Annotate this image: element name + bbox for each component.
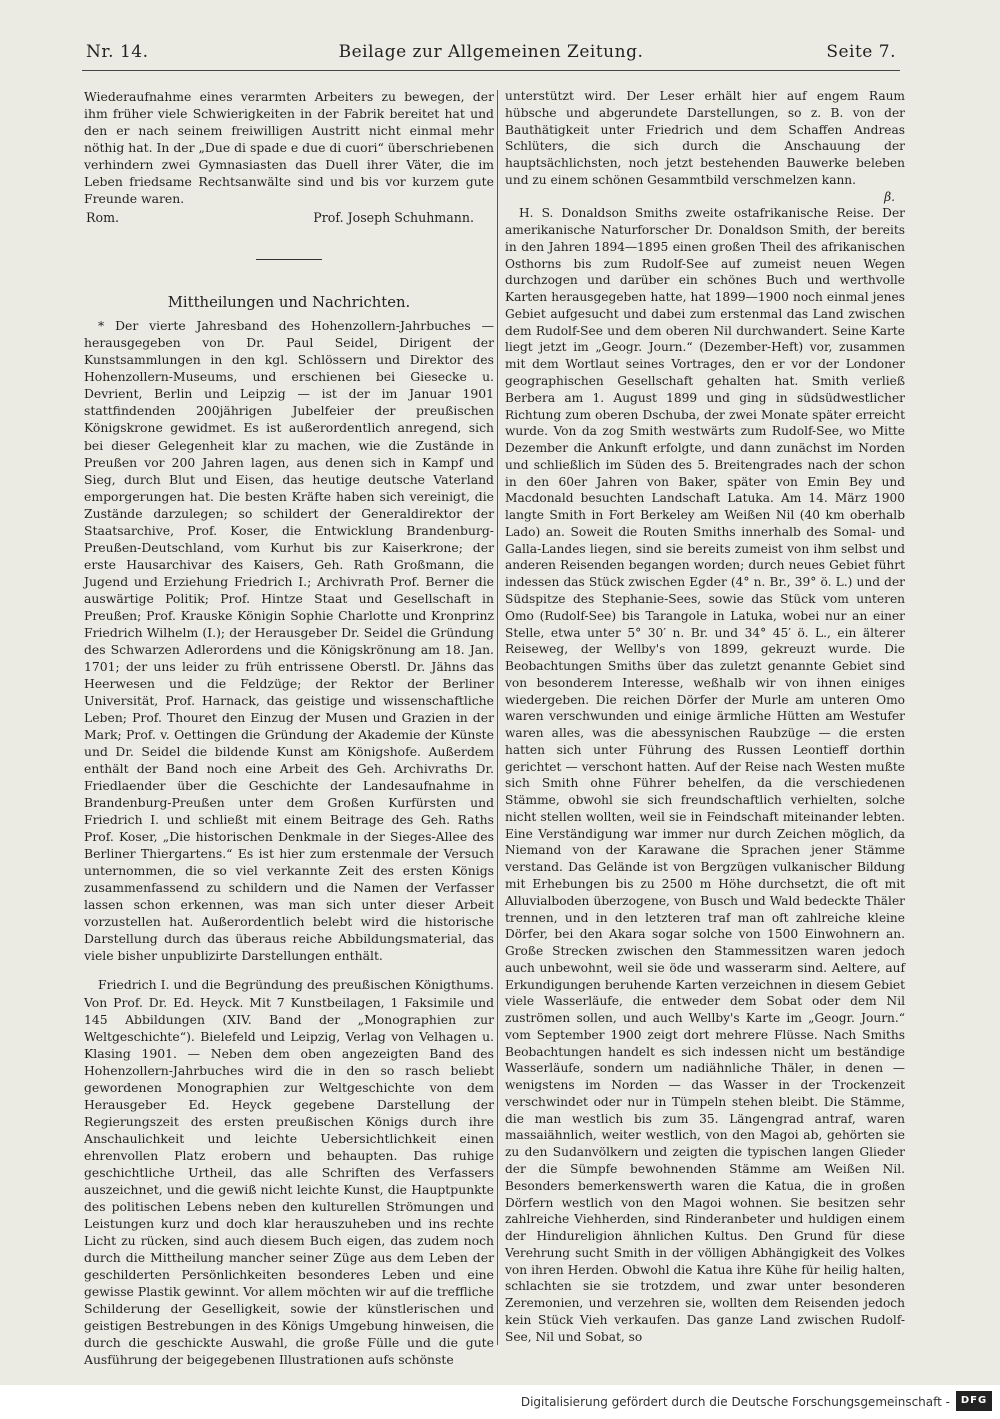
right-column [505, 88, 905, 1345]
article-donaldson-smith: H. S. Donaldson Smiths zweite ostafrikanische Reise. Der amerikanische Naturforscher Dr. Donaldson Smith, der bereits in den Jahren 1894—1895 einen großen Theil des afrikanischen Osthorns bis zum Rudolf-See auf zumeist neuen Wegen durchzogen und darüber ein schönes Buch und werthvolle Karten herausgegeben hatte, hat 1899—1900 noch einmal jenes Gebiet aufgesucht und dabei zum erstenmal das Land zwischen dem Rudolf-See und dem oberen Nil durchwandert. Seine Karte liegt jetzt im „Geogr. Journ.“ (Dezember-Heft) vor, zusammen mit dem Wortlaut seines Vortrages, den er vor der Londoner geographischen Gesellschaft gehalten hat. Smith verließ Berbera am 1. August 1899 und ging in südsüdwestlicher Richtung zum oberen Dschuba, der zwei Monate später erreicht wurde. Von da zog Smith westwärts zum Rudolf-See, wo Mitte Dezember die Ankunft erfolgte, und dann zunächst im Norden und schließlich im Süden des 5. Breitengrades nach der schon in den 60er Jahren von Baker, später von Emin Bey und Macdonald besuchten Landschaft Latuka. Am 14. März 1900 langte Smith in Fort Berkeley am Weißen Nil (40 km oberhalb Lado) an. Soweit die Routen Smiths innerhalb des Somal- und Galla-Landes liegen, sind sie bereits zumeist von ihm selbst und anderen Reisenden begangen worden; durch neues Gebiet führt indessen das Stück zwischen Egder (4° n. Br., 39° ö. L.) und der Südspitze des Stephanie-Sees, sowie das Stück vom unteren Omo (Rudolf-See) bis Tarangole in Latuka, wobei nur an einer Stelle, etwa unter 5° 30′ n. Br. und 34° 45′ ö. L., ein älterer Reiseweg, der Wellby's von 1899, gekreuzt wurde. Die Beobachtungen Smiths über das zuletzt genannte Gebiet sind von besonderem Interesse, weßhalb wir von ihnen einiges wiedergeben. Die reichen Dörfer der Murle am unteren Omo waren verschwunden und einige ärmliche Hütten am Westufer waren alles, was die abessynischen Raubzüge — die ersten hatten sich unter Führung des Russen Leontieff dorthin gerichtet — verschont hatten. Auf der Reise nach Westen mußte sich Smith ohne Führer behelfen, da die verschiedenen Stämme, obwohl sie sich freundschaftlich verhielten, solche nicht stellen wollten, weil sie in Feindschaft miteinander lebten. Eine Verständigung war immer nur durch Zeichen möglich, da Niemand von der Karawane die Sprachen jener Stämme verstand. Das Gelände ist von Bergzügen vulkanischer Bildung mit Erhebungen bis zu 2500 m Höhe durchsetzt, die oft mit Alluvialboden überzogene, von Busch und Wald bedeckte Thäler trennen, und in den letzteren traf man oft zahlreiche kleine Dörfer, bei den Akara sogar solche von 1500 Einwohnern an. Große Strecken zwischen den Stammessitzen waren jedoch auch unbewohnt, weil sie öde und wasserarm sind. Aeltere, auf Erkundigungen beruhende Karten verzeichnen in diesem Gebiet viele Wasserläufe, die entweder dem Sobat oder dem Nil zuströmen sollen, und auch Wellby's Karte im „Geogr. Journ.“ vom September 1900 zeigt dort mehrere Flüsse. Nach Smiths Beobachtungen handelt es sich indessen nicht um beständige Wasserläufe, sondern um nadiähnliche Thäler, in denen — wenigstens im Norden — das Wasser in der Trockenzeit verschwindet oder nur in Tümpeln stehen bleibt. Die Stämme, die man westlich bis zum 35. Längengrad antraf, waren massaiähnlich, weiter westlich, von den Magoi ab, gehörten sie zu den Sudanvölkern und zeigten die typischen langen Glieder der die Sümpfe bewohnenden Stämme am Weißen Nil. Besonders bemerkenswerth waren die Katua, die in großen Dörfern westlich von den Magoi wohnen. Sie besitzen sehr zahlreiche Viehherden, sind Rinderanbeter und huldigen einem der Hindureligion ähnlichen Kultus. Den Grund für diese Verehrung sucht Smith in der völligen Abhängigkeit des Volkes von ihren Herden. Obwohl die Katua ihre Kühe für heilig halten, schlachten sie sie trotzdem, und zwar unter besonderen Zeremonien, und verzehren sie, wollten dem Reisenden jedoch kein Stück Vieh verkaufen. Das ganze Land zwischen Rudolf-See, Nil und Sobat, so [505, 206, 905, 1344]
page-header [82, 40, 900, 70]
digitization-footer [0, 1385, 1000, 1419]
page-number: Seite 7. [826, 42, 896, 62]
dfg-logo-icon: DFG [956, 1391, 992, 1411]
issue-number: Nr. 14. [86, 42, 149, 62]
signature-author: Prof. Joseph Schuhmann. [313, 210, 474, 226]
signature-line [84, 209, 494, 226]
left-column [84, 88, 494, 1368]
signature-place: Rom. [86, 210, 120, 226]
article-friedrich-review: Friedrich I. und die Begründung des preußischen Königthums. Von Prof. Dr. Ed. Heyck. Mit 7 Kunstbeilagen, 1 Faksimile und 145 Abbildungen (XIV. Band der „Monographien zur Weltgeschichte“). Bielefeld und Leipzig, Verlag von Velhagen u. Klasing 1901. — Neben dem oben angezeigten Band des Hohenzollern-Jahrbuches wird die in den so rasch beliebt gewordenen Monographien zur Weltgeschichte von dem Herausgeber Ed. Heyck gegebene Darstellung der Regierungszeit des ersten preußischen Königs durch ihre Anschaulichkeit und leichte Uebersichtlichkeit einen ehrenvollen Platz erobern und behaupten. Das ruhige geschichtliche Urtheil, das alle Schriften des Verfassers auszeichnet, und die gewiß nicht leichte Kunst, die Hauptpunkte des politischen Lebens neben den kulturellen Strömungen und Leistungen kurz und doch klar herauszuheben und ins rechte Licht zu rücken, sind auch diesem Buch eigen, das zudem noch durch die Mittheilung mancher seiner Züge aus dem Leben der geschilderten Persönlichkeiten besonderes Leben und eine gewisse Plastik gewinnt. Vor allem möchten wir auf die treffliche Schilderung der Geselligkeit, sowie der künstlerischen und geistigen Bestrebungen in des Königs Umgebung hinweisen, die durch die geschickte Auswahl, die große Fülle und die gute Ausführung der beigegebenen Illustrationen aufs schönste [84, 977, 494, 1368]
section-separator [256, 259, 322, 260]
funding-credit: Digitalisierung gefördert durch die Deutsche Forschungsgemeinschaft - [520, 1395, 950, 1409]
article-hohenzollern-jahrbuch: * Der vierte Jahresband des Hohenzollern-Jahrbuches — herausgegeben von Dr. Paul Seidel, Dirigent der Kunstsammlungen in den kgl. Schlössern und Direktor des Hohenzollern-Museums, und erschienen bei Giesecke u. Devrient, Berlin und Leipzig — ist der im Januar 1901 stattfindenden 200jährigen Jubelfeier der preußischen Königskrone gewidmet. Es ist außerordentlich anregend, sich bei dieser Gelegenheit klar zu machen, wie die Zustände in Preußen vor 200 Jahren lagen, aus denen sich in Kampf und Sieg, durch Blut und Eisen, das heutige deutsche Vaterland emporgerungen hat. Die besten Kräfte haben sich vereinigt, die Zustände darzulegen; so schildert der Generaldirektor der Staatsarchive, Prof. Koser, die Entwicklung Brandenburg-Preußen-Deutschland, vom Kurhut bis zur Kaiserkrone; der erste Hausarchivar des Kaisers, Geh. Rath Großmann, die Jugend und Erziehung Friedrich I.; Archivrath Prof. Berner die auswärtige Politik; Prof. Hintze Staat und Gesellschaft in Preußen; Prof. Krauske Königin Sophie Charlotte und Kronprinz Friedrich Wilhelm (I.); der Herausgeber Dr. Seidel die Gründung des Schwarzen Adlerordens und die Königskrönung am 18. Jan. 1701; der uns leider zu früh entrissene Oberstl. Dr. Jähns das Heerwesen und die Feldzüge; der Rektor der Berliner Universität, Prof. Harnack, das geistige und wissenschaftliche Leben; Prof. Thouret den Einzug der Musen und Grazien in der Mark; Prof. v. Oettingen die Gründung der Akademie der Künste und Dr. Seidel die bildende Kunst am Königshofe. Außerdem enthält der Band noch eine Arbeit des Geh. Archivraths Dr. Friedlaender über die Geschichte der Landesaufnahme in Brandenburg-Preußen unter dem Großen Kurfürsten und Friedrich I. und schließt mit einem Beitrage des Geh. Raths Prof. Koser, „Die historischen Denkmale in der Sieges-Allee des Berliner Thiergartens.“ Es ist hier zum erstenmale der Versuch unternommen, die so viel verkannte Zeit des ersten Königs zusammenfassend zu schildern und die Namen der Verfasser lassen schon erkennen, was man sich unter dieser Arbeit vorzustellen hat. Außerordentlich belebt wird die historische Darstellung durch das überaus reiche Abbildungsmaterial, das viele bisher unpublizirte Darstellungen enthält. [84, 318, 494, 964]
intro-paragraph: Wiederaufnahme eines verarmten Arbeiters zu bewegen, der ihm früher viele Schwierigkeiten in der Fabrik bereitet hat und den er nach seinem freiwilligen Austritt nicht einmal mehr nöthig hat. In der „Due di spade e due di cuori“ überschriebenen verhindern zwei Gymnasiasten das Duell ihrer Väter, die im Leben friedsame Rechtsanwälte sind und bis vor kurzem gute Freunde waren. [84, 89, 494, 207]
column-divider [497, 90, 498, 1345]
author-initial: β. [884, 189, 895, 204]
header-rule [82, 70, 900, 71]
paragraph-gap [84, 964, 494, 976]
publication-title: Beilage zur Allgemeinen Zeitung. [338, 42, 644, 62]
article-continuation: unterstützt wird. Der Leser erhält hier auf engem Raum hübsche und abgerundete Darstellungen, so z. B. von der Bauthätigkeit unter Friedrich und dem Schaffen Andreas Schlüters, die sich durch die Anschauung der hauptsächlichsten, noch jetzt bestehenden Bauwerke beleben und zu einem schönen Gesammtbild verschmelzen kann. [505, 89, 905, 187]
section-title: Mittheilungen und Nachrichten. [167, 294, 411, 312]
